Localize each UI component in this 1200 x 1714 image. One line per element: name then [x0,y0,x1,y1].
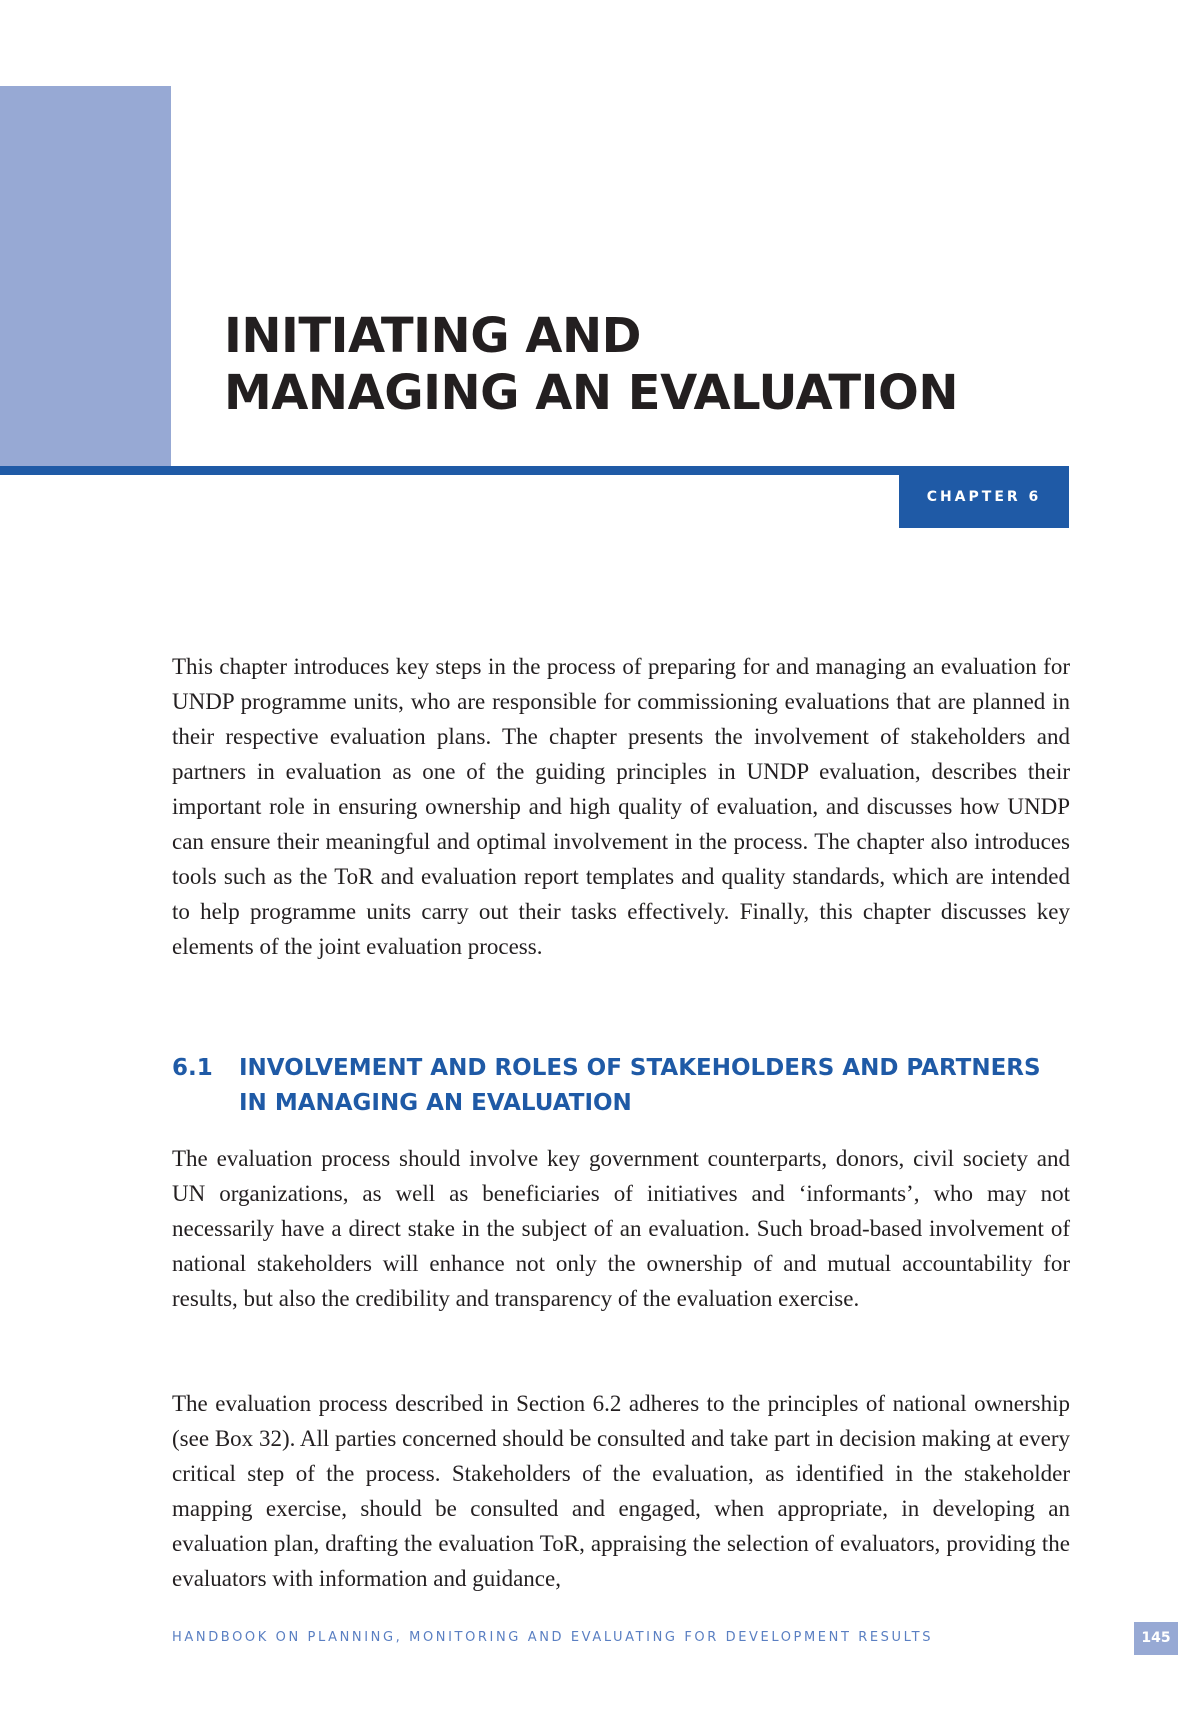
page-number: 145 [1134,1622,1178,1655]
section-paragraph-2: The evaluation process described in Section 6.2 adheres to the principles of national ownership (see Box 32). All parties concerned should be consulted and take part in decision making at every critical step of the process. Stakeholders of the evaluation, as identified in the stakeholder mapping exercise, should be consulted and engaged, when appropriate, in developing an evaluation plan, drafting the evaluation ToR, appraising the selection of evaluators, providing the evaluators with information and guidance, [172,1391,1070,1591]
chapter-label: CHAPTER 6 [899,466,1069,528]
section-heading-text: INVOLVEMENT AND ROLES OF STAKEHOLDERS AND PARTNERS IN MANAGING AN EVALUATION [239,1055,1041,1116]
section-paragraph-1: The evaluation process should involve key government counterparts, donors, civil society and UN organizations, as well as beneficiaries of initiatives and ‘informants’, who may not necessarily have a direct stake in the subject of an evaluation. Such broad-based involvement of national stakeholders will enhance not only the ownership of and mutual accountability for results, but also the credibility and transparency of the evaluation exercise. [172,1146,1070,1311]
chapter-title [224,308,958,422]
chapter-title-line-2: MANAGING AN EVALUATION [224,365,959,421]
section-number: 6.1 [172,1055,213,1081]
chapter-title-line-1: INITIATING AND [224,308,641,364]
decorative-side-block [0,86,171,466]
intro-paragraph: This chapter introduces key steps in the process of preparing for and managing an evaluation for UNDP programme units, who are responsible for commissioning evaluations that are planned in their respective evaluation plans. The chapter presents the involvement of stakeholders and partners in evaluation as one of the guiding principles in UNDP evaluation, describes their important role in ensuring ownership and high quality of evaluation, and discusses how UNDP can ensure their meaningful and optimal involvement in the process. The chapter also introduces tools such as the ToR and evaluation report templates and quality standards, which are intended to help programme units carry out their tasks effectively. Finally, this chapter discusses key elements of the joint evaluation process. [172,654,1070,959]
footer-running-title: HANDBOOK ON PLANNING, MONITORING AND EVALUATING FOR DEVELOPMENT RESULTS [172,1630,934,1645]
